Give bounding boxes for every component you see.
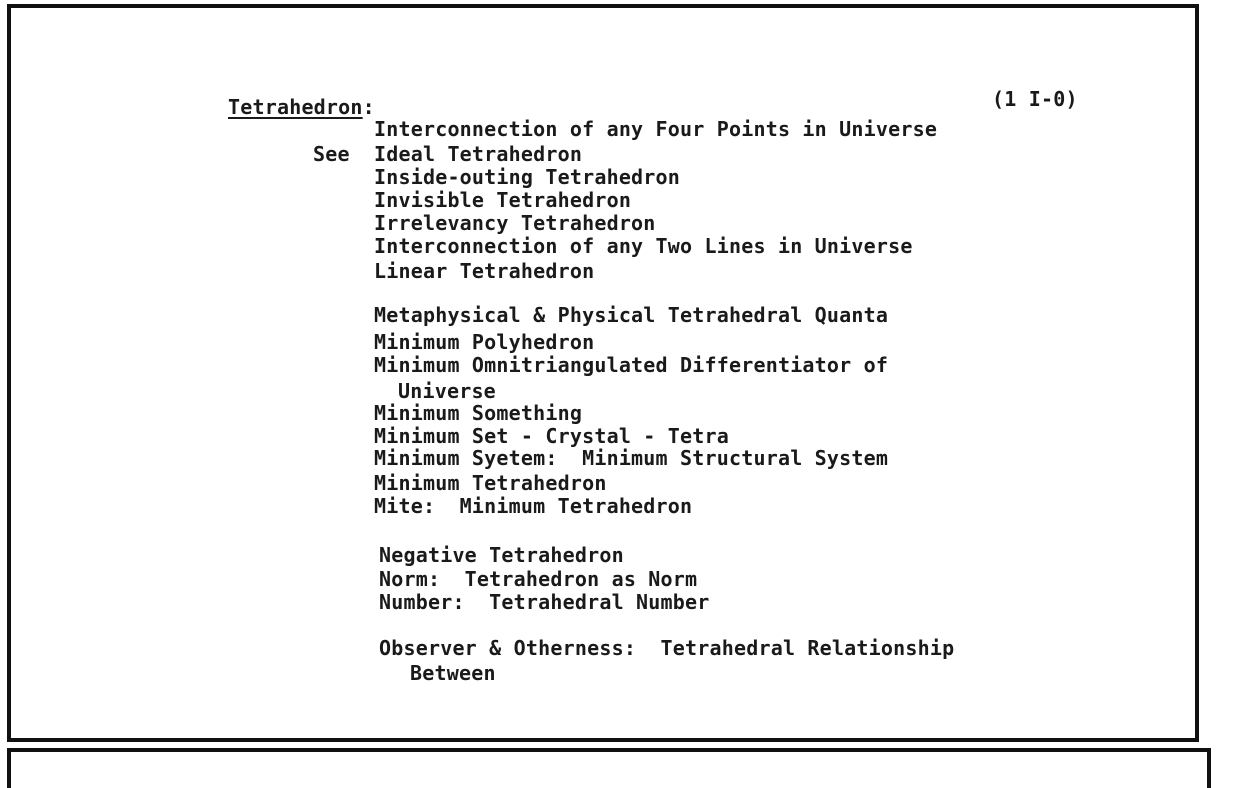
cross-reference-entry: Invisible Tetrahedron xyxy=(374,188,632,212)
cross-reference-entry: Minimum Something xyxy=(374,401,583,425)
cross-reference-entry: Number: Tetrahedral Number xyxy=(379,590,710,614)
cross-reference-entry: Norm: Tetrahedron as Norm xyxy=(379,567,698,591)
cross-reference-entry: Minimum Polyhedron xyxy=(374,330,595,354)
cross-reference-entry: Minimum Tetrahedron xyxy=(374,471,607,495)
card-number: (1 I-0) xyxy=(992,87,1078,111)
cross-reference-entry: Observer & Otherness: Tetrahedral Relationship xyxy=(379,636,955,660)
definition-line: Interconnection of any Four Points in Universe xyxy=(374,117,938,141)
cross-reference-entry: Linear Tetrahedron xyxy=(374,259,595,283)
heading-term: Tetrahedron xyxy=(228,95,363,119)
cross-reference-entry: Irrelevancy Tetrahedron xyxy=(374,211,656,235)
cross-reference-entry: Inside-outing Tetrahedron xyxy=(374,165,681,189)
cross-reference-entry: Interconnection of any Two Lines in Universe xyxy=(374,234,913,258)
see-label: See xyxy=(313,142,350,166)
cross-reference-entry: Mite: Minimum Tetrahedron xyxy=(374,494,693,518)
next-card-edge xyxy=(7,748,1211,788)
cross-reference-entry: Ideal Tetrahedron xyxy=(374,142,583,166)
cross-reference-continuation: Between xyxy=(410,661,496,685)
cross-reference-entry: Minimum Omnitriangulated Differentiator of xyxy=(374,353,889,377)
card-heading xyxy=(228,96,375,118)
cross-reference-entry: Metaphysical & Physical Tetrahedral Quanta xyxy=(374,303,889,327)
cross-reference-entry: Minimum Syetem: Minimum Structural System xyxy=(374,446,889,470)
heading-colon: : xyxy=(362,95,375,119)
cross-reference-continuation: Universe xyxy=(398,379,496,403)
cross-reference-entry: Minimum Set - Crystal - Tetra xyxy=(374,424,729,448)
cross-reference-entry: Negative Tetrahedron xyxy=(379,543,624,567)
